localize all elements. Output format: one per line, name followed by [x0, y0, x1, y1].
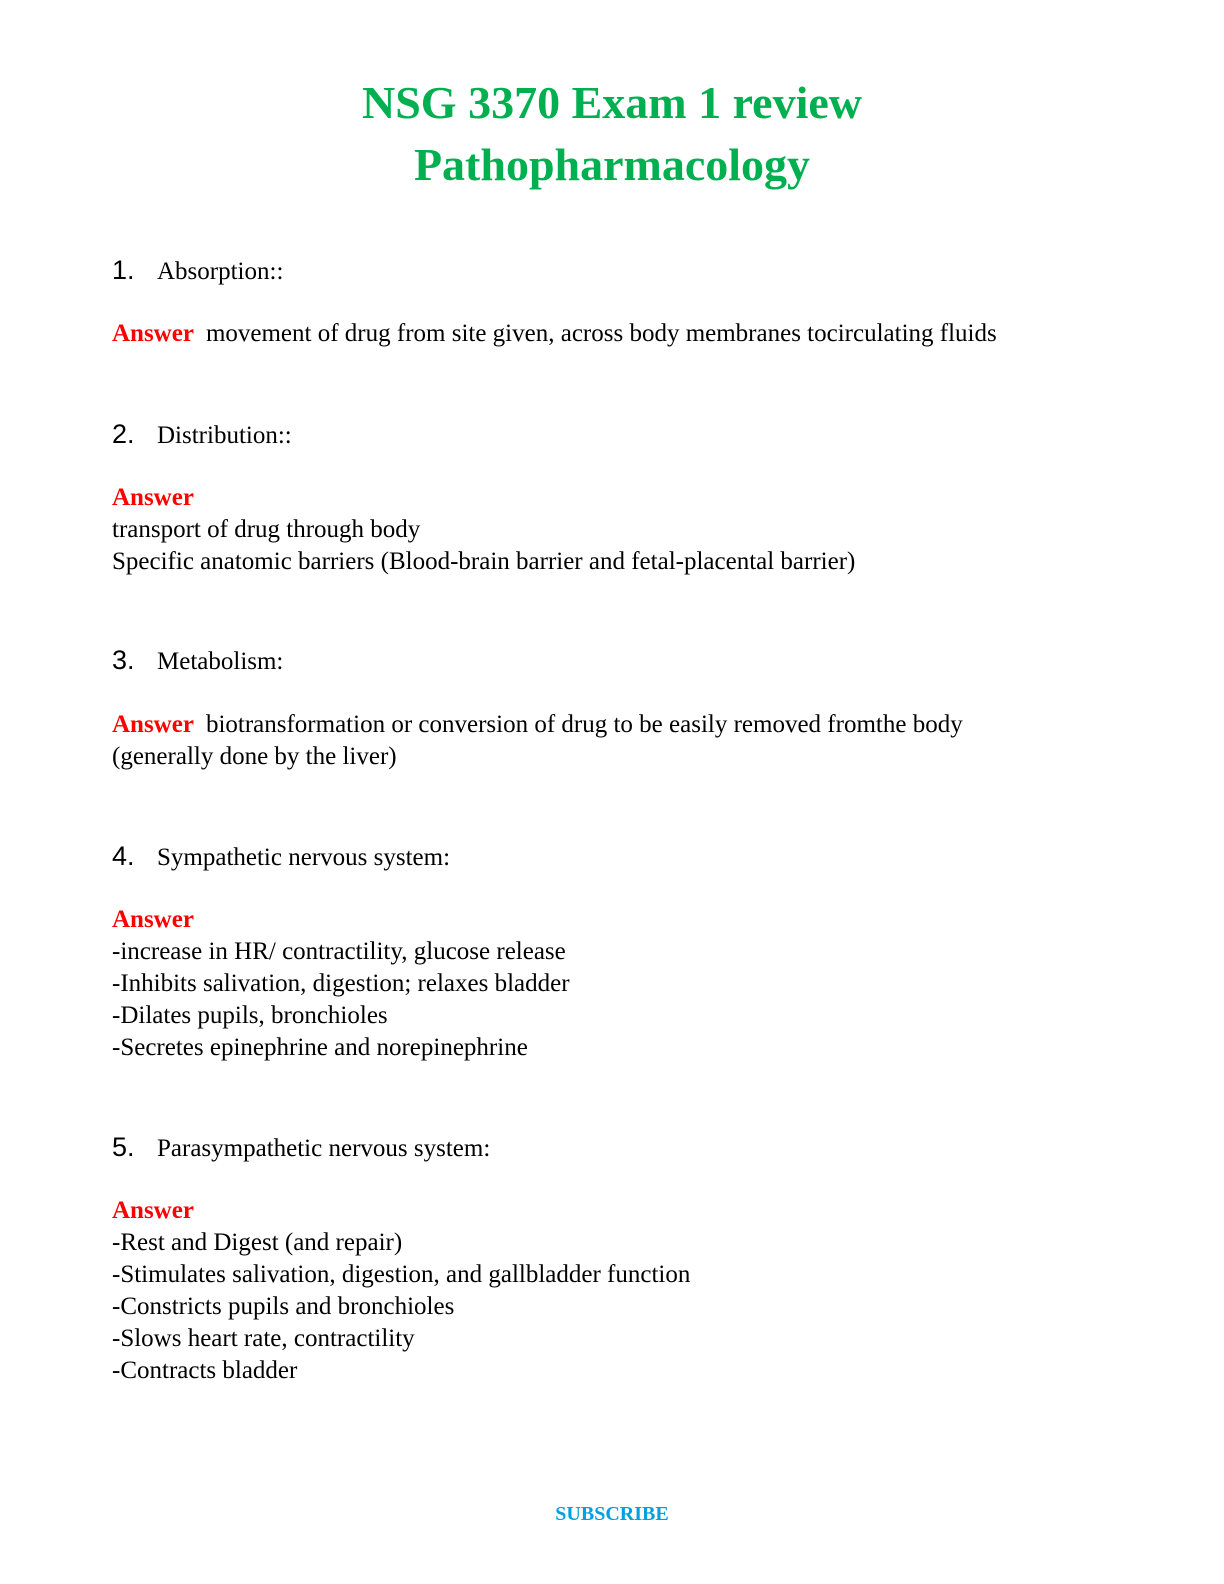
question-3 [112, 644, 283, 678]
answer-line: -Secretes epinephrine and norepinephrine [112, 1034, 528, 1061]
page-title-line-1: NSG 3370 Exam 1 review [361, 77, 862, 128]
answer-3 [112, 709, 1112, 773]
answer-text: movement of drug from site given, across body membranes tocirculating fluids [205, 320, 997, 347]
answer-line: -Constricts pupils and bronchioles [112, 1293, 455, 1320]
question-2 [112, 418, 292, 452]
question-term: Metabolism: [157, 648, 284, 675]
answer-text: biotransformation or conversion of drug to be easily removed fromthe body [205, 711, 963, 738]
question-number: 4. [112, 841, 135, 871]
answer-label: Answer [112, 320, 194, 347]
question-number: 5. [112, 1132, 135, 1162]
answer-line: -Dilates pupils, bronchioles [112, 1002, 388, 1029]
answer-line: -Inhibits salivation, digestion; relaxes bladder [112, 970, 570, 997]
question-term: Sympathetic nervous system: [157, 844, 451, 871]
question-4 [112, 840, 450, 874]
question-number: 2. [112, 419, 135, 449]
answer-2 [112, 482, 1112, 578]
question-number: 3. [112, 645, 135, 675]
answer-line: Specific anatomic barriers (Blood-brain barrier and fetal-placental barrier) [112, 548, 856, 575]
answer-5 [112, 1195, 1112, 1387]
answer-label: Answer [112, 906, 194, 933]
question-term: Absorption:: [157, 258, 284, 285]
answer-line: -Rest and Digest (and repair) [112, 1229, 403, 1256]
answer-line: -Slows heart rate, contractility [112, 1325, 415, 1352]
question-term: Parasympathetic nervous system: [157, 1135, 491, 1162]
answer-4 [112, 904, 1112, 1064]
answer-line: -Stimulates salivation, digestion, and gallbladder function [112, 1261, 691, 1288]
answer-label: Answer [112, 711, 194, 738]
question-term: Distribution:: [157, 422, 292, 449]
question-5 [112, 1131, 490, 1165]
answer-line: -Contracts bladder [112, 1357, 298, 1384]
question-1 [112, 254, 283, 288]
answer-label: Answer [112, 484, 194, 511]
answer-1 [112, 318, 1112, 350]
subscribe-link[interactable]: SUBSCRIBE [555, 1503, 669, 1525]
answer-line: -increase in HR/ contractility, glucose release [112, 938, 566, 965]
answer-line: transport of drug through body [112, 516, 421, 543]
page-title-line-2: Pathopharmacology [413, 139, 811, 190]
answer-line: (generally done by the liver) [112, 743, 397, 770]
question-number: 1. [112, 255, 135, 285]
answer-label: Answer [112, 1197, 194, 1224]
